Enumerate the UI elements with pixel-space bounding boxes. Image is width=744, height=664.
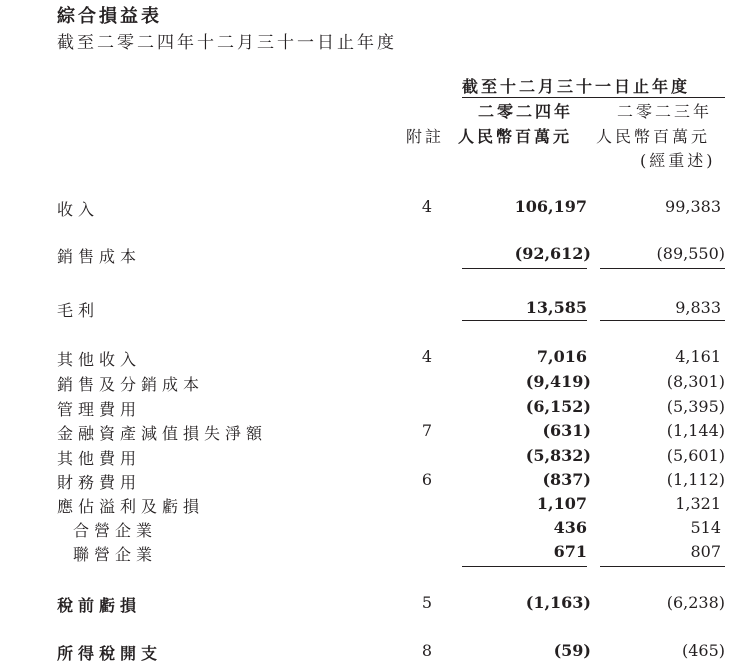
row-label-income-tax: 所得稅開支: [57, 644, 163, 663]
value-2023-other-expenses: (5,601): [666, 446, 725, 465]
row-label-selling-distribution: 銷售及分銷成本: [57, 375, 205, 394]
value-2023-finance-costs: (1,112): [666, 470, 725, 489]
row-label-finance-costs: 財務費用: [57, 473, 142, 492]
row-label-revenue: 收入: [57, 200, 100, 219]
row-label-share-of-profits: 應佔溢利及虧損: [57, 497, 205, 516]
value-2023-cost-of-sales: (89,550): [656, 244, 725, 263]
value-2024-revenue: 106,197: [514, 197, 587, 216]
value-2023-other-income: 4,161: [675, 347, 721, 366]
value-2024-cost-of-sales: (92,612): [514, 244, 591, 263]
row-label-associates: 聯營企業: [73, 545, 158, 564]
gross-profit-rule-2024: [462, 320, 587, 321]
statement-subtitle: 截至二零二四年十二月三十一日止年度: [57, 33, 397, 53]
value-2024-gross-profit: 13,585: [525, 298, 587, 317]
note-column-header: 附註: [406, 127, 445, 146]
value-2024-selling-distribution: (9,419): [525, 372, 591, 391]
value-2023-income-tax: (465): [681, 641, 725, 660]
row-note-revenue: 4: [421, 197, 433, 216]
gross-profit-rule-2023: [600, 320, 725, 321]
row-label-admin-expenses: 管理費用: [57, 400, 142, 419]
value-2024-associates: 671: [553, 542, 587, 561]
row-label-other-income: 其他收入: [57, 350, 142, 369]
subtotal-rule-2023: [600, 268, 725, 269]
value-2024-income-tax: (59): [553, 641, 591, 660]
row-label-impairment: 金融資產減值損失淨額: [57, 424, 268, 443]
value-2023-impairment: (1,144): [666, 421, 725, 440]
value-2023-gross-profit: 9,833: [675, 298, 721, 317]
row-note-finance-costs: 6: [421, 470, 433, 489]
associates-rule-2023: [600, 566, 725, 567]
value-2024-other-expenses: (5,832): [525, 446, 591, 465]
restated-label: (經重述): [640, 151, 716, 170]
value-2024-share-of-profits: 1,107: [536, 494, 587, 513]
row-note-impairment: 7: [421, 421, 433, 440]
period-header-rule: [462, 97, 725, 98]
year-2024-header: 二零二四年: [478, 102, 574, 121]
unit-2024-header: 人民幣百萬元: [458, 127, 573, 146]
row-label-joint-ventures: 合營企業: [73, 521, 158, 540]
value-2024-joint-ventures: 436: [553, 518, 587, 537]
statement-title: 綜合損益表: [57, 6, 162, 27]
row-label-loss-before-tax: 稅前虧損: [57, 596, 142, 615]
value-2023-revenue: 99,383: [665, 197, 721, 216]
value-2023-selling-distribution: (8,301): [666, 372, 725, 391]
row-label-other-expenses: 其他費用: [57, 449, 142, 468]
value-2024-loss-before-tax: (1,163): [525, 593, 591, 612]
subtotal-rule-2024: [462, 268, 587, 269]
value-2024-other-income: 7,016: [536, 347, 587, 366]
unit-2023-header: 人民幣百萬元: [596, 127, 711, 146]
row-label-gross-profit: 毛利: [57, 301, 100, 320]
row-label-cost-of-sales: 銷售成本: [57, 247, 142, 266]
value-2023-loss-before-tax: (6,238): [666, 593, 725, 612]
associates-rule-2024: [462, 566, 587, 567]
period-header: 截至十二月三十一日止年度: [462, 77, 691, 96]
row-note-income-tax: 8: [421, 641, 433, 660]
year-2023-header: 二零二三年: [617, 102, 713, 121]
row-note-loss-before-tax: 5: [421, 593, 433, 612]
value-2023-share-of-profits: 1,321: [675, 494, 721, 513]
value-2023-admin-expenses: (5,395): [666, 397, 725, 416]
value-2023-joint-ventures: 514: [690, 518, 721, 537]
value-2024-admin-expenses: (6,152): [525, 397, 591, 416]
value-2023-associates: 807: [690, 542, 721, 561]
value-2024-finance-costs: (837): [542, 470, 591, 489]
row-note-other-income: 4: [421, 347, 433, 366]
value-2024-impairment: (631): [542, 421, 591, 440]
